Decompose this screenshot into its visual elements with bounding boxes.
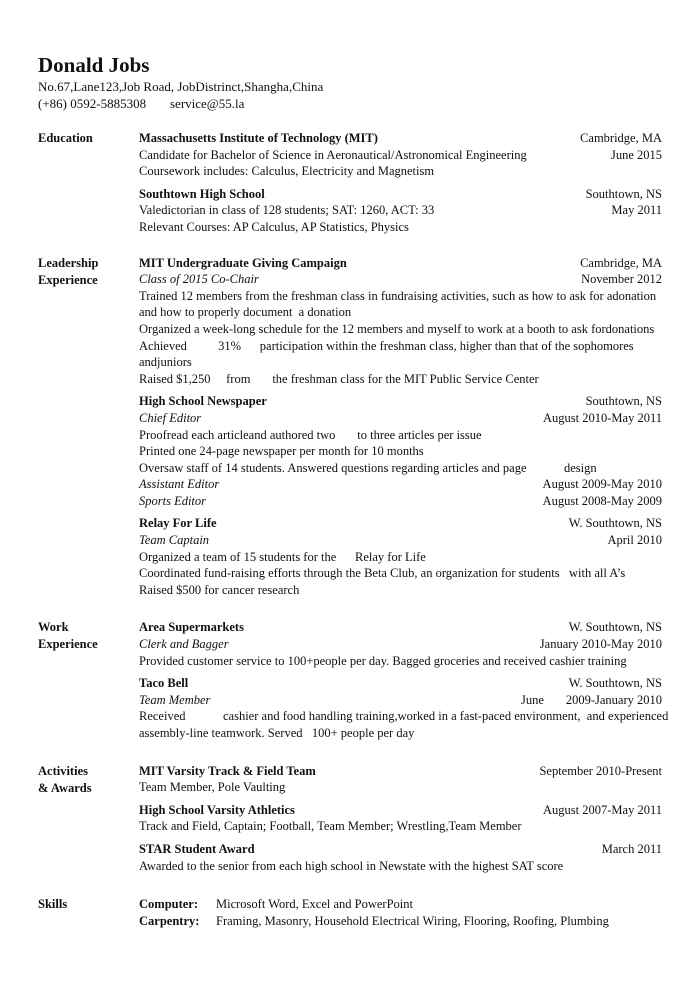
entry-date: June 2009-January 2010 xyxy=(521,692,662,707)
entry-location: W. Southtown, NS xyxy=(568,620,662,635)
entry-line: Achieved 31% participation within the freshman class, higher than that of the sophomores xyxy=(139,338,634,353)
entry-role: Chief Editor xyxy=(139,410,202,425)
work-section xyxy=(38,619,669,741)
activities-section xyxy=(38,763,662,875)
entry-date: April 2010 xyxy=(607,533,662,548)
entry-line: Organized a week-long schedule for the 12 members and myself to work at a booth to ask fordonations xyxy=(139,321,655,336)
contact-line xyxy=(38,95,662,112)
work-entry-supermarket xyxy=(139,619,662,669)
entry-date: August 2007-May 2011 xyxy=(543,802,662,817)
entry-date: September 2010-Present xyxy=(539,763,662,778)
entry-role: Sports Editor xyxy=(139,493,207,508)
skill-label: Computer: xyxy=(139,897,199,912)
education-entry-mit xyxy=(139,130,662,180)
entry-org: High School Newspaper xyxy=(139,394,267,409)
entry-location: Cambridge, MA xyxy=(580,255,662,270)
skill-value: Microsoft Word, Excel and PowerPoint xyxy=(216,897,413,912)
section-label-activities: Activities & Awards xyxy=(38,763,92,795)
work-entry-tacobell xyxy=(139,675,669,741)
entry-line: assembly-line teamwork. Served 100+ people per day xyxy=(139,726,415,740)
entry-line: Coursework includes: Calculus, Electricity and Magnetism xyxy=(139,164,435,179)
entry-line: Raised $1,250 from the freshman class for the MIT Public Service Center xyxy=(139,371,539,386)
entry-line: Printed one 24-page newspaper per month for 10 months xyxy=(139,444,424,459)
entry-date: March 2011 xyxy=(601,841,662,856)
entry-line: Coordinated fund-raising efforts through the Beta Club, an organization for students with all A’s xyxy=(139,566,626,581)
leadership-section xyxy=(38,255,662,599)
leadership-content xyxy=(139,255,662,599)
resume-header xyxy=(38,52,662,112)
skill-row-carpentry xyxy=(139,913,662,930)
entry-date: November 2012 xyxy=(581,272,662,287)
leadership-entry-relay xyxy=(139,515,662,598)
education-content xyxy=(139,130,662,236)
activity-entry xyxy=(139,841,662,874)
entry-org: MIT Undergraduate Giving Campaign xyxy=(139,255,347,270)
entry-line: Provided customer service to 100+people per day. Bagged groceries and received cashier training xyxy=(139,653,627,668)
entry-org: Relay For Life xyxy=(139,516,217,531)
entry-date: August 2008-May 2009 xyxy=(542,493,662,508)
entry-date: August 2010-May 2011 xyxy=(543,410,662,425)
work-content xyxy=(139,619,669,741)
entry-line: Received cashier and food handling training,worked in a fast-paced environment, and experienced xyxy=(139,709,669,724)
entry-role: Assistant Editor xyxy=(139,477,220,492)
entry-org: Taco Bell xyxy=(139,676,189,691)
entry-org: MIT Varsity Track & Field Team xyxy=(139,763,316,778)
entry-line: Trained 12 members from the freshman class in fundraising activities, such as how to ask for adonation xyxy=(139,288,657,303)
entry-line: Candidate for Bachelor of Science in Aeronautical/Astronomical Engineering xyxy=(139,147,527,162)
entry-date: May 2011 xyxy=(611,203,662,218)
entry-line: Team Member, Pole Vaulting xyxy=(139,780,286,795)
skill-label: Carpentry: xyxy=(139,914,200,929)
entry-location: Southtown, NS xyxy=(585,394,662,409)
entry-date: August 2009-May 2010 xyxy=(542,477,662,492)
entry-role: Team Captain xyxy=(139,533,210,548)
leadership-entry-newspaper xyxy=(139,393,662,509)
candidate-name: Donald Jobs xyxy=(38,53,150,77)
activity-entry xyxy=(139,802,662,835)
entry-line: Relevant Courses: AP Calculus, AP Statistics, Physics xyxy=(139,219,409,234)
education-section xyxy=(38,130,662,236)
section-label-leadership: Leadership Experience xyxy=(38,255,99,287)
education-entry-highschool xyxy=(139,186,662,236)
skills-section xyxy=(38,896,662,930)
email-address: service@55.la xyxy=(170,96,245,111)
entry-date: January 2010-May 2010 xyxy=(539,637,662,652)
skill-value: Framing, Masonry, Household Electrical Wiring, Flooring, Roofing, Plumbing xyxy=(216,914,609,929)
entry-org: Area Supermarkets xyxy=(139,620,244,635)
entry-org: STAR Student Award xyxy=(139,841,255,856)
activities-content xyxy=(139,763,662,875)
entry-role: Clerk and Bagger xyxy=(139,637,229,652)
entry-line: Track and Field, Captain; Football, Team Member; Wrestling,Team Member xyxy=(139,819,522,834)
leadership-entry-giving xyxy=(139,255,662,388)
entry-line: andjuniors xyxy=(139,355,192,370)
entry-line: Organized a team of 15 students for the Relay for Life xyxy=(139,549,426,564)
skill-row-computer xyxy=(139,896,662,913)
section-label-education: Education xyxy=(38,131,93,145)
section-label-work: Work Experience xyxy=(38,620,98,652)
entry-line: and how to properly document a donation xyxy=(139,305,352,320)
entry-org: High School Varsity Athletics xyxy=(139,802,295,817)
entry-line: Raised $500 for cancer research xyxy=(139,582,300,597)
entry-line: Awarded to the senior from each high school in Newstate with the highest SAT score xyxy=(139,858,564,873)
address: No.67,Lane123,Job Road, JobDistrinct,Shangha,China xyxy=(38,79,324,94)
skills-content xyxy=(139,896,662,930)
entry-org: Massachusetts Institute of Technology (MIT) xyxy=(139,131,378,145)
phone-number: (+86) 0592-5885308 xyxy=(38,96,147,111)
entry-location: W. Southtown, NS xyxy=(568,516,662,531)
entry-line: Valedictorian in class of 128 students; SAT: 1260, ACT: 33 xyxy=(139,203,435,218)
entry-line: Proofread each articleand authored two to three articles per issue xyxy=(139,427,482,442)
entry-location: Southtown, NS xyxy=(585,186,662,201)
entry-location: W. Southtown, NS xyxy=(568,676,662,691)
entry-org: Southtown High School xyxy=(139,186,265,201)
entry-location: Cambridge, MA xyxy=(580,131,662,145)
section-label-skills: Skills xyxy=(38,897,68,912)
entry-line: Oversaw staff of 14 students. Answered questions regarding articles and page design xyxy=(139,460,597,475)
entry-date: June 2015 xyxy=(610,147,662,162)
activity-entry xyxy=(139,763,662,796)
entry-role: Class of 2015 Co-Chair xyxy=(139,272,259,287)
entry-role: Team Member xyxy=(139,692,211,707)
